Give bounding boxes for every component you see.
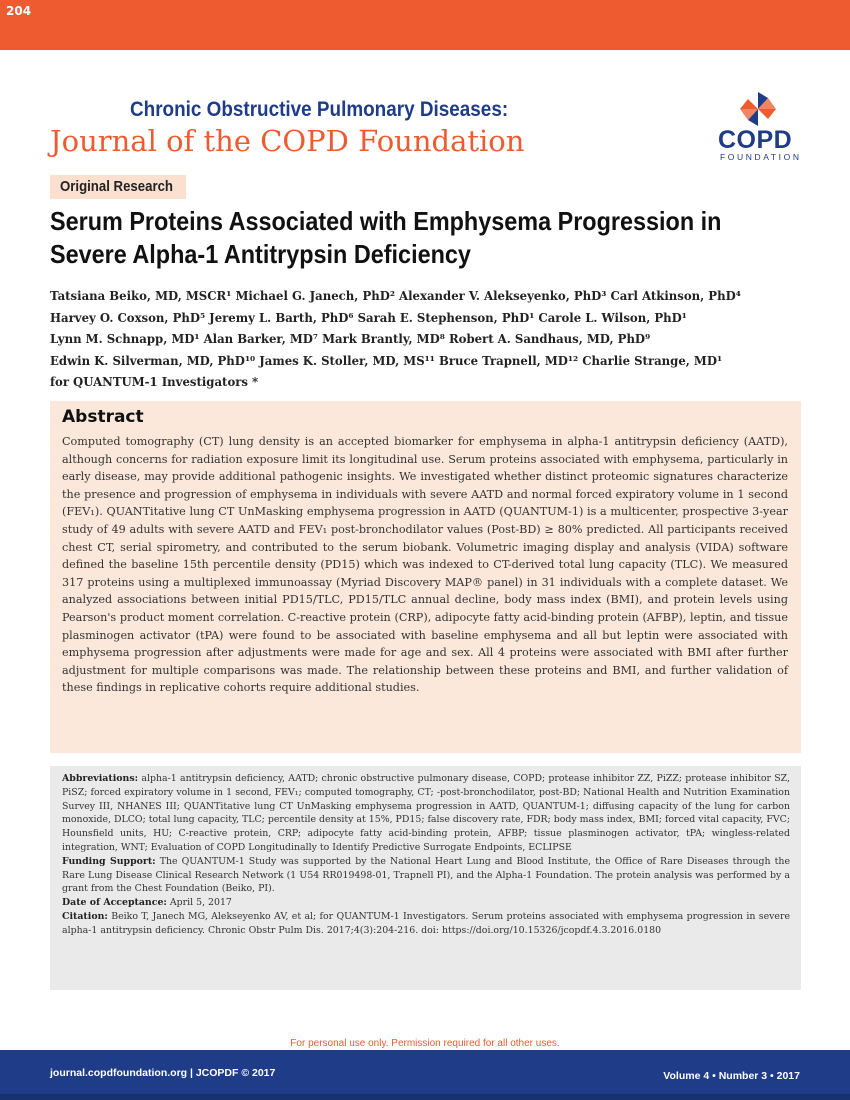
journal-subtitle: Chronic Obstructive Pulmonary Diseases: [130,98,509,121]
abstract-box [50,401,801,753]
citation-text: Beiko T, Janech MG, Alekseyenko AV, et al; for QUANTUM-1 Investigators. Serum proteins associated with emphysema progression in severe alpha-1 antitrypsin deficiency. Chronic Obstr Pulm Dis. 2017;4(3):204-216. doi: https://doi.org/10.15326/jcopdf.4.3.2016.0180 [62,910,790,936]
title-line-2: Severe Alpha-1 Antitrypsin Deficiency [50,239,471,269]
author-line: Harvey O. Coxson, PhD⁵ Jeremy L. Barth, PhD⁶ Sarah E. Stephenson, PhD¹ Carole L. Wilson, PhD¹ [50,310,687,325]
logo-wordmark: COPD [718,126,793,154]
author-list [50,286,810,394]
footer-bar [0,1050,850,1100]
article-info-text [62,772,790,938]
journal-title: Journal of the COPD Foundation [50,124,525,158]
abbreviations-label: Abbreviations: [62,773,139,784]
acceptance-label: Date of Acceptance: [62,897,167,909]
section-label: Original Research [60,178,173,195]
article-title [50,205,734,271]
usage-notice: For personal use only. Permission required for all other uses. [290,1038,560,1049]
author-line: Tatsiana Beiko, MD, MSCR¹ Michael G. Janech, PhD² Alexander V. Alekseyenko, PhD³ Carl Atkinson, PhD⁴ [50,289,741,303]
abstract-text: Computed tomography (CT) lung density is an accepted biomarker for emphysema in alpha-1 antitrypsin deficiency (AATD), although concerns for radiation exposure limit its longitudinal use. Serum proteins associated with emphysema, particularly in early disease, may provide additional pathogenic insights. We investigated whether distinct proteomic signatures characterize the presence and progression of emphysema in individuals with severe AATD and normal forced expiratory volume in 1 second (FEV₁). QUANTitative lung CT UnMasking emphysema progression in AATD (QUANTUM-1) is a multicenter, prospective 3-year study of 49 adults with severe AATD and FEV₁ post-bronchodilator values (Post-BD) ≥ 80% predicted. All participants received chest CT, serial spirometry, and contributed to the serum biobank. Volumetric imaging display and analysis (VIDA) software defined the baseline 15th percentile density (PD15) which was indexed to CT-derived total lung capacity (TLC). We measured 317 proteins using a multiplexed immunoassay (Myriad Discovery MAP® panel) in 31 individuals with a complete dataset. We analyzed associations between initial PD15/TLC, PD15/TLC annual decline, body mass index (BMI), and protein levels using Pearson's product moment correlation. C-reactive protein (CRP), adipocyte fatty acid-binding protein (AFBP), leptin, and tissue plasminogen activator (tPA) were found to be associated with baseline emphysema and all but leptin were associated with emphysema progression after adjustments were made for age and sex. All 4 proteins were associated with BMI after further adjustment for multiple comparisons was made. The relationship between these proteins and BMI, and further validation of these findings in replicative cohorts require additional studies. [62,435,788,695]
footer-volume-info: Volume 4 • Number 3 • 2017 [663,1070,800,1082]
author-line: for QUANTUM-1 Investigators * [50,375,259,389]
author-line: Lynn M. Schnapp, MD¹ Alan Barker, MD⁷ Mark Brantly, MD⁸ Robert A. Sandhaus, MD, PhD⁹ [50,332,651,346]
page-number: 204 [6,4,32,18]
top-banner [0,0,850,50]
abstract-heading: Abstract [62,407,144,427]
logo-subtext: FOUNDATION [720,152,802,162]
abbreviations-text: alpha-1 antitrypsin deficiency, AATD; chronic obstructive pulmonary disease, COPD; protease inhibitor ZZ, PiZZ; protease inhibitor SZ, PiSZ; forced expiratory volume in 1 second, FEV₁; computed tomography, CT; -post-bronchodilator, post-BD; National Health and Nutrition Examination Survey III, NHANES III; QUANTitative lung CT UnMasking emphysema progression in AATD, QUANTUM-1; diffusing capacity of the lung for carbon monoxide, DLCO; total lung capacity, TLC; percentile density at 15%, PD15; false discovery rate, FDR; body mass index, BMI; forced vital capacity, FVC; Hounsfield units, HU; C-reactive protein, CRP; adipocyte fatty acid-binding protein, AFBP; tissue plasminogen activator, tPA; wingless-related integration, WNT; Evaluation of COPD Longitudinally to Identify Predictive Surrogate Endpoints, ECLIPSE [62,773,790,853]
copd-foundation-logo [718,90,802,162]
author-line: Edwin K. Silverman, MD, PhD¹⁰ James K. Stoller, MD, MS¹¹ Bruce Trapnell, MD¹² Charlie Strange, MD¹ [50,353,723,368]
funding-text: The QUANTUM-1 Study was supported by the National Heart Lung and Blood Institute, the Office of Rare Diseases through the Rare Lung Disease Clinical Research Network (1 U54 RR019498-01, Trapnell PI), and the Alpha-1 Foundation. The protein analysis was performed by a grant from the Chest Foundation (Beiko, PI). [62,855,791,895]
acceptance-date: April 5, 2017 [169,897,232,909]
section-badge [50,175,186,199]
footer-stripe [0,1094,850,1100]
funding-label: Funding Support: [62,855,156,867]
article-info-box [50,766,801,990]
title-line-1: Serum Proteins Associated with Emphysema Progression in [50,206,722,236]
citation-label: Citation: [62,910,108,922]
footer-journal-link[interactable]: journal.copdfoundation.org | JCOPDF © 2017 [50,1067,276,1079]
pinwheel-icon [736,90,780,128]
